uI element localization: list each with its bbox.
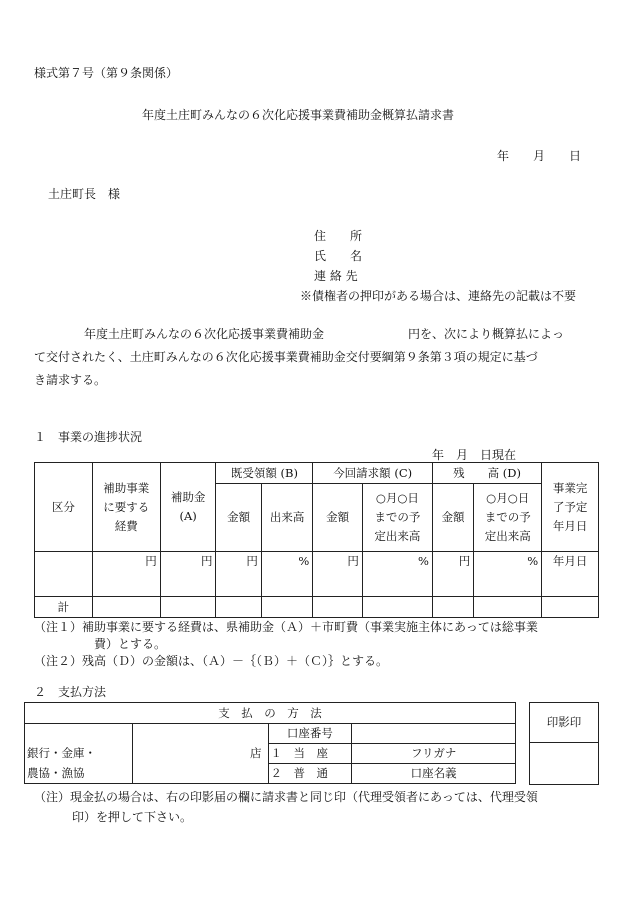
kubun-header: 区分 (35, 463, 93, 552)
total-current-planned-cell[interactable] (362, 597, 432, 618)
current-amount-header: 金額 (313, 484, 362, 552)
kubun-cell[interactable] (35, 552, 93, 597)
remaining-planned-header: ○月○日 までの予 定出来高 (474, 484, 542, 552)
body-line-2: て交付されたく、土庄町みんなの６次化応援事業費補助金交付要綱第９条第３項の規定に基づ (34, 350, 538, 364)
bank-type-label: 銀行・金庫・ 農協・漁協 (25, 724, 133, 784)
remaining-planned-cell[interactable]: % (474, 552, 542, 597)
remaining-amount-cell[interactable]: 円 (432, 552, 473, 597)
subsidy-header: 補助金 (A) (160, 463, 216, 552)
total-remaining-planned-cell[interactable] (474, 597, 542, 618)
seal-table (529, 702, 599, 785)
table-notes (34, 619, 538, 670)
section2-heading: ２ 支払方法 (34, 685, 107, 699)
current-planned-cell[interactable]: % (362, 552, 432, 597)
as-of-date: 年 月 日現在 (432, 448, 517, 462)
total-current-amount-cell[interactable] (313, 597, 362, 618)
furigana-label: フリガナ (352, 744, 516, 764)
seal-box[interactable] (530, 743, 599, 785)
address-label: 住 所 (314, 229, 363, 243)
current-planned-header: ○月○日 までの予 定出来高 (362, 484, 432, 552)
total-label: 計 (35, 597, 93, 618)
received-progress-cell[interactable]: % (261, 552, 313, 597)
cost-header: 補助事業 に要する 経費 (92, 463, 160, 552)
payment-note-line1: （注）現金払の場合は、右の印影届の欄に請求書と同じ印（代理受領者にあっては、代理受領 (34, 790, 538, 804)
note-1: （注１）補助事業に要する経費は、県補助金（Ａ）＋市町費（事業実施主体にあっては総事業 (34, 620, 538, 634)
received-progress-header: 出来高 (261, 484, 313, 552)
note-2: （注２）残高（Ｄ）の金額は、（Ａ）－｛（Ｂ）＋（Ｃ）｝とする。 (34, 654, 389, 668)
body-line-1: 年度土庄町みんなの６次化応援事業費補助金 円を、次により概算払によっ (84, 327, 565, 341)
total-cost-cell[interactable] (92, 597, 160, 618)
date-line: 年 月 日 (497, 149, 582, 163)
account-number-cell[interactable] (352, 724, 516, 744)
completion-date-cell[interactable]: 年月日 (542, 552, 599, 597)
current-claim-header: 今回請求額 (C) (313, 463, 433, 484)
cost-cell[interactable]: 円 (92, 552, 160, 597)
total-completion-date-cell[interactable] (542, 597, 599, 618)
seal-note: ※債権者の押印がある場合は、連絡先の記載は不要 (300, 289, 577, 303)
total-received-amount-cell[interactable] (216, 597, 261, 618)
remaining-amount-header: 金額 (432, 484, 473, 552)
total-subsidy-cell[interactable] (160, 597, 216, 618)
payment-note-line2: 印）を押して下さい。 (72, 810, 193, 824)
completion-date-header: 事業完 了予定 年月日 (542, 463, 599, 552)
received-header: 既受領額 (B) (216, 463, 313, 484)
addressee: 土庄町長 様 (48, 187, 121, 201)
document-title: 年度土庄町みんなの６次化応援事業費補助金概算払請求書 (142, 108, 455, 122)
branch-label: 店 (250, 746, 262, 760)
payment-note (34, 787, 538, 827)
payment-method-title: 支 払 の 方 法 (25, 703, 516, 724)
current-amount-cell[interactable]: 円 (313, 552, 362, 597)
body-line-3: き請求する。 (34, 373, 107, 387)
remaining-header: 残 高 (D) (432, 463, 541, 484)
subsidy-cell[interactable]: 円 (160, 552, 216, 597)
account-type-current[interactable]: １ 当 座 (268, 744, 352, 764)
name-label: 氏 名 (314, 249, 363, 263)
payment-method-table (24, 702, 516, 784)
branch-cell[interactable] (132, 724, 268, 784)
contact-label: 連 絡 先 (314, 269, 358, 283)
total-received-progress-cell[interactable] (261, 597, 313, 618)
total-remaining-amount-cell[interactable] (432, 597, 473, 618)
section1-heading: １ 事業の進捗状況 (34, 430, 143, 444)
progress-table (34, 462, 599, 618)
account-name-label: 口座名義 (352, 764, 516, 784)
note-1-cont: 費）とする。 (94, 637, 167, 651)
received-amount-header: 金額 (216, 484, 261, 552)
form-number: 様式第７号（第９条関係） (34, 66, 179, 80)
account-number-label: 口座番号 (268, 724, 352, 744)
received-amount-cell[interactable]: 円 (216, 552, 261, 597)
account-type-savings[interactable]: ２ 普 通 (268, 764, 352, 784)
seal-label: 印影印 (530, 703, 599, 743)
